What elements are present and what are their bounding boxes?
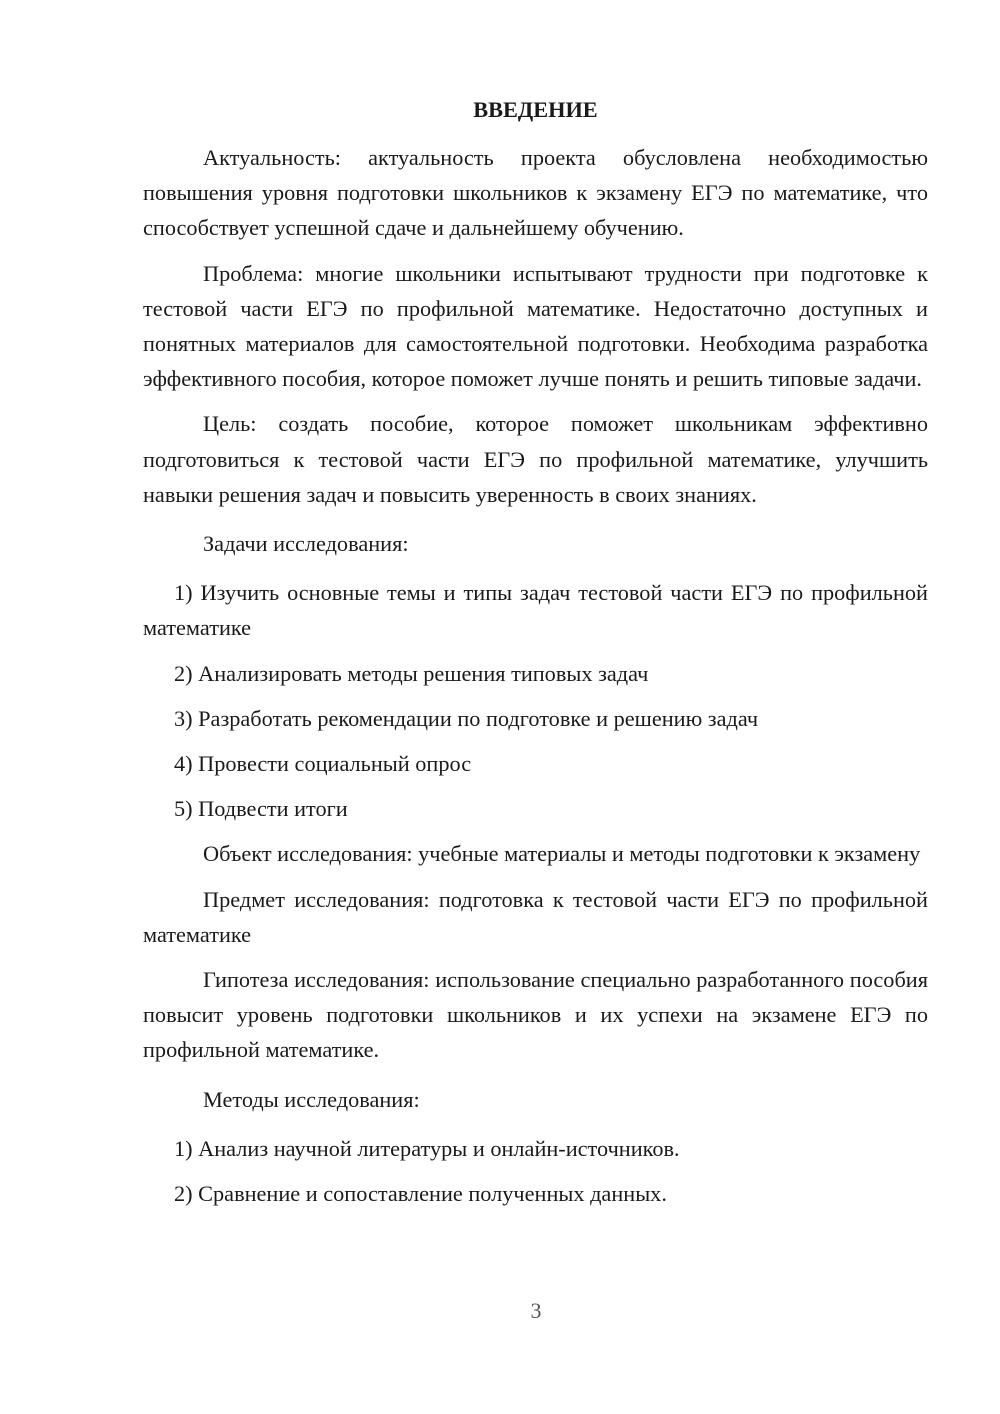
object-paragraph: Объект исследования: учебные материалы и методы подготовки к экзамену [203, 841, 921, 867]
relevance-paragraph: Актуальность: актуальность проекта обусловлена необходимостью повышения уровня подготовки школьников к экзамену ЕГЭ по математике, что способствует успешной сдаче и дальнейшему обучению. [143, 145, 928, 241]
task-item: 4) Провести социальный опрос [174, 751, 472, 777]
section-title: ВВЕДЕНИЕ [473, 97, 598, 122]
method-item: 2) Сравнение и сопоставление полученных данных. [174, 1181, 667, 1207]
method-item: 1) Анализ научной литературы и онлайн-источников. [174, 1135, 680, 1161]
page-content [143, 94, 928, 1221]
hypothesis-paragraph: Гипотеза исследования: использование специально разработанного пособия повысит уровень подготовки школьников и их успехи на экзамене ЕГЭ по профильной математике. [143, 967, 928, 1063]
task-item: 2) Анализировать методы решения типовых задач [174, 660, 649, 686]
page-number: 3 [530, 1298, 542, 1323]
task-item: 1) Изучить основные темы и типы задач тестовой части ЕГЭ по профильной математике [143, 580, 928, 641]
tasks-heading: Задачи исследования: [203, 531, 409, 557]
task-item: 3) Разработать рекомендации по подготовке и решению задач [174, 705, 759, 731]
problem-paragraph: Проблема: многие школьники испытывают трудности при подготовке к тестовой части ЕГЭ по профильной математике. Недостаточно доступных и понятных материалов для самостоятельной подготовки. Необходима разработка эффективного пособия, которое поможет лучше понять и решить типовые задачи. [143, 260, 928, 392]
subject-paragraph: Предмет исследования: подготовка к тестовой части ЕГЭ по профильной математике [143, 886, 928, 947]
goal-paragraph: Цель: создать пособие, которое поможет школьникам эффективно подготовиться к тестовой части ЕГЭ по профильной математике, улучшить навыки решения задач и повысить уверенность в своих знаниях. [143, 411, 928, 507]
methods-heading: Методы исследования: [203, 1086, 420, 1112]
task-item: 5) Подвести итоги [174, 796, 348, 822]
